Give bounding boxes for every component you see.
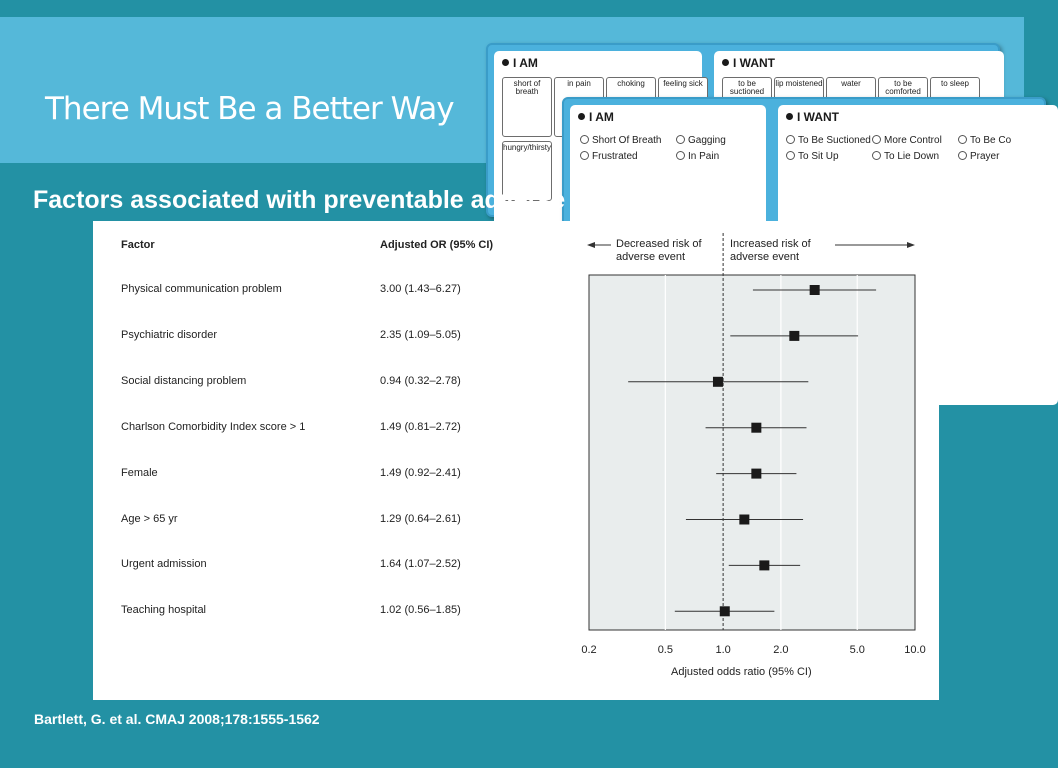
slide-title: There Must Be a Better Way — [45, 91, 454, 127]
odds-ratio-label: 1.49 (0.92–2.41) — [380, 466, 461, 479]
board-cell: short of breath — [502, 77, 552, 137]
board-option: More Control — [872, 135, 942, 146]
point-estimate — [739, 515, 749, 525]
factor-label: Charlson Comorbidity Index score > 1 — [121, 420, 306, 433]
increased-risk-arrowhead — [907, 242, 915, 248]
point-estimate — [789, 331, 799, 341]
board-cell: lip moistened — [774, 77, 824, 137]
increased-risk-label: Increased risk of adverse event — [730, 238, 811, 263]
x-tick-label: 1.0 — [715, 644, 731, 656]
panel-title-i-am: I AM — [578, 110, 614, 124]
panel-title-i-am: I AM — [502, 56, 538, 70]
board-option: Gagging — [676, 135, 726, 146]
odds-ratio-label: 1.49 (0.81–2.72) — [380, 420, 461, 433]
board-option: To Be Suctioned — [786, 135, 871, 146]
board-option: To Sit Up — [786, 151, 839, 162]
board-cell: hungry/thirsty — [502, 141, 552, 201]
column-header-or: Adjusted OR (95% CI) — [380, 239, 494, 251]
odds-ratio-label: 1.64 (1.07–2.52) — [380, 558, 461, 571]
board-cell: in pain — [554, 77, 604, 137]
board-option: Frustrated — [580, 151, 638, 162]
x-tick-label: 0.5 — [657, 644, 673, 656]
board-cell: to sleep — [930, 77, 980, 137]
board-cell: feeling sick — [658, 77, 708, 137]
plot-panel — [589, 275, 915, 630]
factor-label: Female — [121, 466, 158, 479]
figure-heading-main: Factors associated with preventable adverse — [33, 186, 566, 214]
citation: Bartlett, G. et al. CMAJ 2008;178:1555-1562 — [34, 711, 320, 727]
point-estimate — [759, 560, 769, 570]
odds-ratio-label: 3.00 (1.43–6.27) — [380, 283, 461, 295]
factor-label: Urgent admission — [121, 558, 207, 571]
board-cell: to be suctioned — [722, 77, 772, 137]
panel-title-i-want: I WANT — [722, 56, 775, 70]
board-option: To Be Co — [958, 135, 1011, 146]
x-tick-label: 10.0 — [904, 644, 926, 656]
forest-plot-figure — [93, 221, 939, 700]
point-estimate — [720, 606, 730, 616]
board-cell: choking — [606, 77, 656, 137]
x-tick-label: 2.0 — [773, 644, 789, 656]
point-estimate — [751, 469, 761, 479]
factor-label: Physical communication problem — [121, 283, 282, 295]
board-option: Short Of Breath — [580, 135, 661, 146]
panel-title-i-want: I WANT — [786, 110, 839, 124]
odds-ratio-label: 2.35 (1.09–5.05) — [380, 328, 461, 341]
factor-label: Psychiatric disorder — [121, 328, 217, 341]
factor-label: Teaching hospital — [121, 604, 207, 617]
board-option: Prayer — [958, 151, 999, 162]
board-option: In Pain — [676, 151, 719, 162]
board-cell: to be comforted — [878, 77, 928, 137]
figure-heading-suffix: events — [572, 191, 636, 213]
factor-label: Age > 65 yr — [121, 512, 178, 525]
x-axis-title: Adjusted odds ratio (95% CI) — [671, 666, 812, 678]
point-estimate — [810, 285, 820, 295]
odds-ratio-label: 1.02 (0.56–1.85) — [380, 604, 461, 617]
decreased-risk-arrowhead — [587, 242, 595, 248]
board-cell: water — [826, 77, 876, 137]
decreased-risk-label: Decreased risk of adverse event — [616, 238, 702, 263]
x-tick-label: 5.0 — [849, 644, 865, 656]
x-tick-label: 0.2 — [581, 644, 597, 656]
point-estimate — [713, 377, 723, 387]
figure-heading — [33, 186, 636, 215]
board-option: To Lie Down — [872, 151, 939, 162]
board-brand: EZ BOARD BY V AN INNOVATION IN PATIENT — [968, 107, 1036, 119]
odds-ratio-label: 0.94 (0.32–2.78) — [380, 374, 461, 387]
odds-ratio-label: 1.29 (0.64–2.61) — [380, 512, 461, 525]
board-brand: EZ PICTURE BOARD BY VIDATAK AN INNOVATION IN PATIENT COMMUNICATION — [877, 53, 990, 65]
factor-label: Social distancing problem — [121, 374, 247, 387]
point-estimate — [751, 423, 761, 433]
title-band — [0, 17, 1036, 163]
column-header-factor: Factor — [121, 239, 155, 251]
